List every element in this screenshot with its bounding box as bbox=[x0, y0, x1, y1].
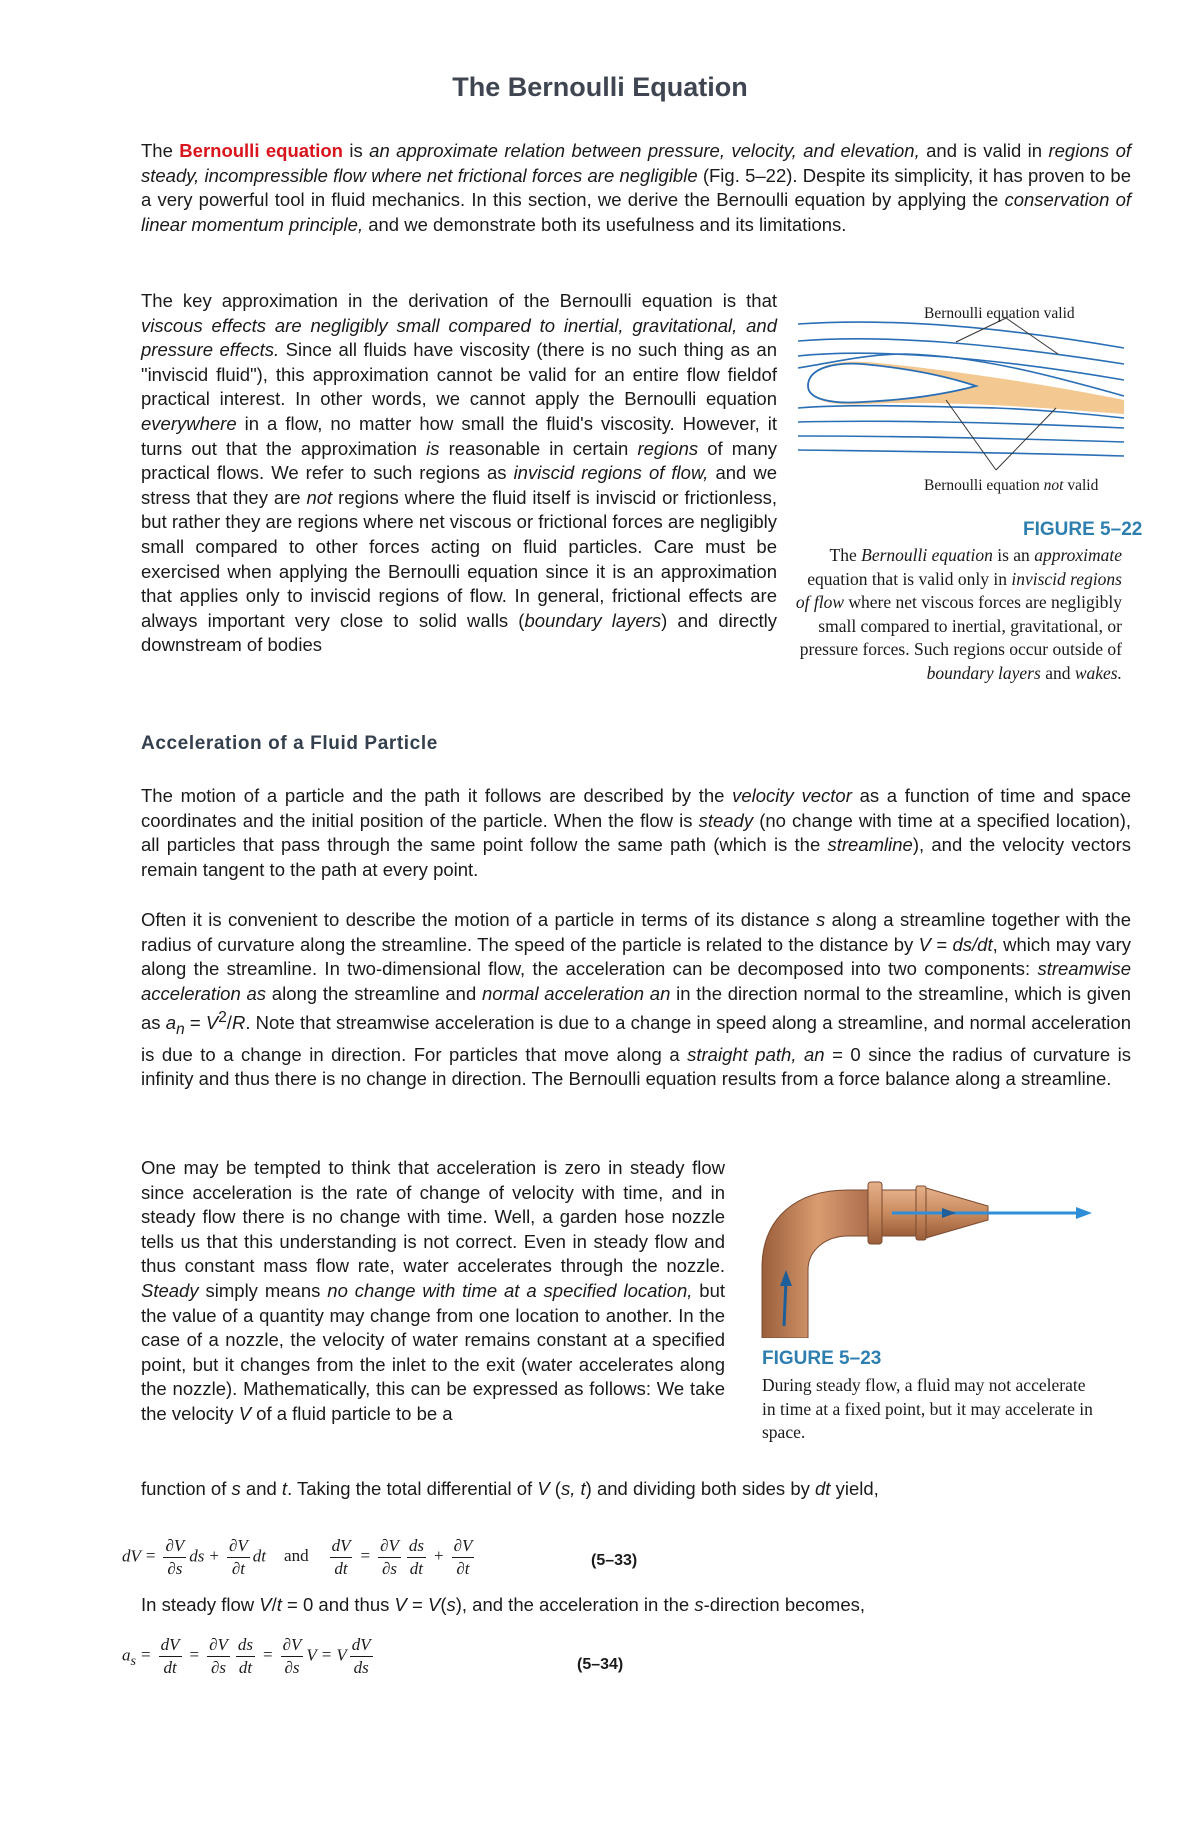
figure-5-22-caption: The Bernoulli equation is an approximate equation that is valid only in inviscid regions of flow where net viscous forces are negligibly small compared to inertial, gravitational, or pressure forces. Such regions occur outside of boundary layers and wakes. bbox=[795, 545, 1122, 683]
hose-bend bbox=[762, 1190, 874, 1338]
equation-5-34: $a_s$ = $\frac{dV}{dt}$ = $\frac{\partial V}{\partial s}$ $\frac{ds}{dt}$ = $\frac{\partial V}{\partial s}$ V = V $\frac{dV}{ds}$ bbox=[122, 1635, 371, 1677]
key-approximation-paragraph: The key approximation in the derivation of the Bernoulli equation is that viscous effects are negligibly small compared to inertial, gravitational, and pressure effects. Since all fluids have viscosity (there is no such thing as an "inviscid fluid"), this approximation cannot be valid for an entire flow fieldof practical interest. In other words, we cannot apply the Bernoulli equation everywhere in a flow, no matter how small the fluid's viscosity. However, it turns out that the approximation is reasonable in certain regions of many practical flows. We refer to such regions as inviscid regions of flow, and we stress that they are not regions where the fluid itself is inviscid or frictionless, but rather they are regions where net viscous or frictional forces are negligibly small compared to other forces acting on fluid particles. Care must be exercised when applying the Bernoulli equation since it is an approximation that applies only to inviscid regions of flow. In general, frictional effects are always important very close to solid walls (boundary layers) and directly downstream of bodies bbox=[141, 290, 778, 656]
equation-5-33-number: (5–33) bbox=[591, 1552, 638, 1569]
hose-collar bbox=[868, 1182, 882, 1244]
figure-5-22-label: FIGURE 5–22 bbox=[1023, 519, 1143, 540]
tempted-paragraph: One may be tempted to think that acceleration is zero in steady flow since acceleration is the rate of change of velocity with time, and in steady flow there is no change with time. Well, a garden hose nozzle tells us that this understanding is not correct. Even in steady flow and thus constant mass flow rate, water accelerates through the nozzle. Steady simply means no change with time at a specified location, but the value of a quantity may change from one location to another. In the case of a nozzle, the velocity of water remains constant at a specified point, but it changes from the inlet to the exit (water accelerates along the nozzle). Mathematically, this can be expressed as follows: We take the velocity V of a fluid particle to be a bbox=[141, 1157, 725, 1424]
hose-up-arrow bbox=[784, 1280, 786, 1326]
steady-flow-line: In steady flow V/t = 0 and thus V = V(s), and the acceleration in the s-direction becomes, bbox=[141, 1594, 866, 1615]
flow-arrow-head bbox=[1076, 1207, 1092, 1219]
bernoulli-term: Bernoulli equation bbox=[179, 140, 343, 161]
figure-5-23-caption: During steady flow, a fluid may not accelerate in time at a fixed point, but it may accelerate in space. bbox=[762, 1375, 1093, 1442]
figure-5-23-label: FIGURE 5–23 bbox=[762, 1348, 882, 1369]
equation-5-34-number: (5–34) bbox=[577, 1656, 624, 1673]
often-paragraph: Often it is convenient to describe the motion of a particle in terms of its distance s along a streamline together with the radius of curvature along the streamline. The speed of the particle is related to the distance by V = ds/dt, which may vary along the streamline. In two-dimensional flow, the acceleration can be decomposed into two components: streamwise acceleration as along the streamline and normal acceleration an in the direction normal to the streamline, which is given as $a_n = V^2/R$. Note that streamwise acceleration is due to a change in speed along a streamline, and normal acceleration is due to a change in direction. For particles that move along a straight path, an = 0 since the radius of curvature is infinity and thus there is no change in direction. The Bernoulli equation results from a force balance along a streamline. bbox=[141, 909, 1131, 1090]
continuation-line: function of s and t. Taking the total differential of V (s, t) and dividing both sides by dt yield, bbox=[141, 1478, 879, 1499]
motion-paragraph: The motion of a particle and the path it follows are described by the velocity vector as a function of time and space coordinates and the initial position of the particle. When the flow is steady (no change with time at a specified location), all particles that pass through the same point follow the same path (which is the streamline), and the velocity vectors remain tangent to the path at every point. bbox=[141, 785, 1131, 880]
fig22-notvalid-label: Bernoulli equation not valid bbox=[924, 477, 1099, 494]
page-title: The Bernoulli Equation bbox=[452, 72, 748, 102]
equation-5-33: dV = $\frac{\partial V}{\partial s}$ ds + $\frac{\partial V}{\partial t}$ dt and $\frac{dV}{dt}$ = $\frac{\partial V}{\partial s}$ $\frac{ds}{dt}$ + $\frac{\partial V}{\partial t}$ bbox=[122, 1536, 473, 1578]
hose-nozzle-diagram bbox=[756, 1178, 1106, 1338]
airfoil-streamline-diagram bbox=[796, 296, 1126, 496]
section-subheading: Acceleration of a Fluid Particle bbox=[141, 733, 438, 754]
fig22-valid-label: Bernoulli equation valid bbox=[924, 305, 1075, 322]
intro-paragraph: The Bernoulli equation is an approximate relation between pressure, velocity, and elevation, and is valid in regions of steady, incompressible flow where net frictional forces are negligible (Fig. 5–22). Despite its simplicity, it has proven to be a very powerful tool in fluid mechanics. In this section, we derive the Bernoulli equation by applying the conservation of linear momentum principle, and we demonstrate both its usefulness and its limitations. bbox=[141, 140, 1132, 235]
